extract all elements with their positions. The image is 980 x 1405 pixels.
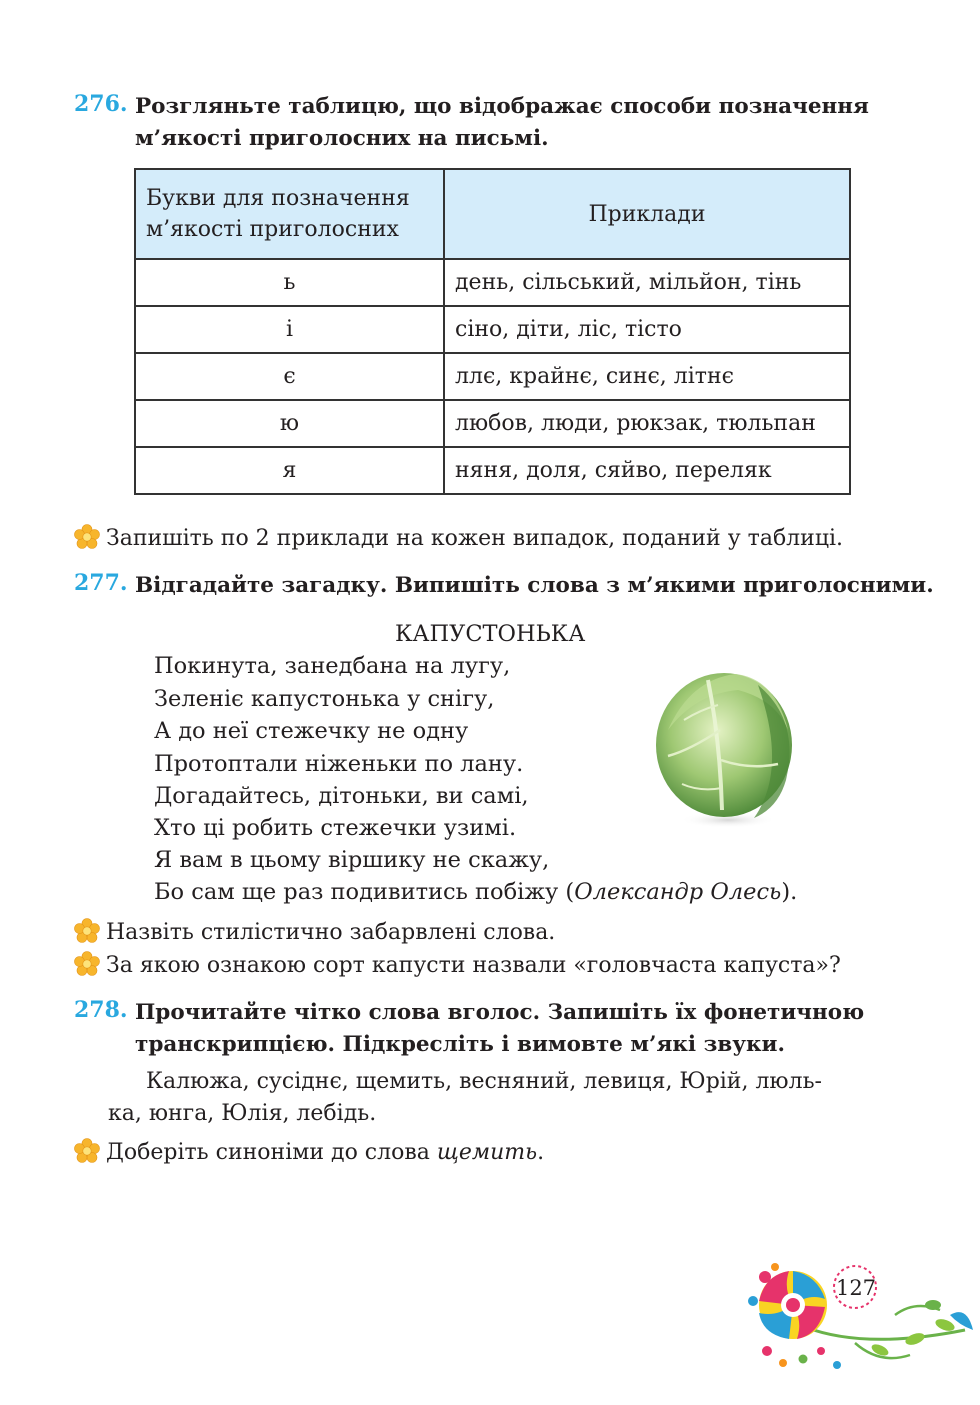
table-cell-letter: ь [135,259,444,306]
poem-line: Хто ці робить стежечки узимі. [154,815,517,841]
followup-text: Запишіть по 2 приклади на кожен випадок, поданий у таблиці. [106,526,843,551]
poem-line: Покинута, занедбана на лугу, [154,653,511,679]
table-cell-letter: є [135,353,444,400]
task-text: Відгадайте загадку. Випишіть слова з м’якими приголосними. [135,573,934,598]
exercise-number: 276. [74,91,128,117]
task-text-continued: транскрипцією. Підкресліть і вимовте м’які звуки. [135,1032,785,1057]
table-cell-examples: день, сільський, мільйон, тінь [444,259,850,306]
table-cell-letter: і [135,306,444,353]
table-cell-letter: я [135,447,444,494]
table-row [135,353,850,400]
task-text-continued: м’якості приголосних на письмі. [135,126,549,151]
task-line: Прочитайте чітко слова вголос. Запишіть їх фонетичною [135,1000,865,1025]
question-text: За якою ознакою сорт капусти назвали «головчаста капуста»? [106,953,841,978]
header-line: Букви для позначення [146,186,410,211]
task-line: Розгляньте таблицю, що відображає способи позначення [135,94,869,119]
flower-icon [74,524,100,550]
followup-word: щемить [436,1140,538,1165]
poem-line: Догадайтесь, дітоньки, ви самі, [154,783,529,809]
task-text [135,91,891,123]
followup-question [74,523,843,555]
table-cell-examples: сіно, діти, ліс, тісто [444,306,850,353]
floral-ornament [745,1255,975,1380]
cabbage-image [650,660,800,832]
question-text: Назвіть стилістично забарвлені слова. [106,920,556,945]
word-list [108,1066,891,1098]
poem-line-last [154,879,797,905]
softness-table [134,168,851,495]
poem-author: Олександр Олесь [574,879,782,905]
flower-icon [74,951,100,977]
table-row [135,447,850,494]
table-header-examples: Приклади [444,169,850,259]
poem-line: А до неї стежечку не одну [154,718,469,744]
flower-icon [74,1138,100,1164]
poem-title: КАПУСТОНЬКА [395,621,586,647]
question [74,917,555,949]
flower-icon [74,918,100,944]
poem-line-end: ). [781,879,798,905]
followup-text: Доберіть синоніми до слова [106,1140,437,1165]
header-line: м’якості приголосних [146,217,399,242]
exercise-number: 277. [74,570,128,596]
table-row [135,400,850,447]
exercise-number: 278. [74,997,128,1023]
table-row [135,259,850,306]
table-header-letters [135,169,444,259]
table-cell-letter: ю [135,400,444,447]
question [74,950,841,982]
word-list-continued: ка, юнга, Юлія, лебідь. [108,1101,377,1126]
page-number: 127 [835,1276,877,1300]
table-cell-examples: ллє, крайнє, синє, літнє [444,353,850,400]
table-cell-examples: няня, доля, сяйво, переляк [444,447,850,494]
poem-line: Зеленіє капустонька у снігу, [154,686,495,712]
table-cell-examples: любов, люди, рюкзак, тюльпан [444,400,850,447]
table-row [135,306,850,353]
followup-question [74,1137,544,1169]
word-list-line: Калюжа, сусіднє, щемить, весняний, левиця, Юрій, люль- [146,1069,822,1094]
followup-end: . [537,1140,545,1165]
task-text [135,997,891,1029]
table-header-row [135,169,850,259]
poem-line-text: Бо сам ще раз подивитись побіжу ( [154,879,575,905]
poem-line: Я вам в цьому віршику не скажу, [154,847,550,873]
poem-line: Протоптали ніженьки по лану. [154,751,524,777]
